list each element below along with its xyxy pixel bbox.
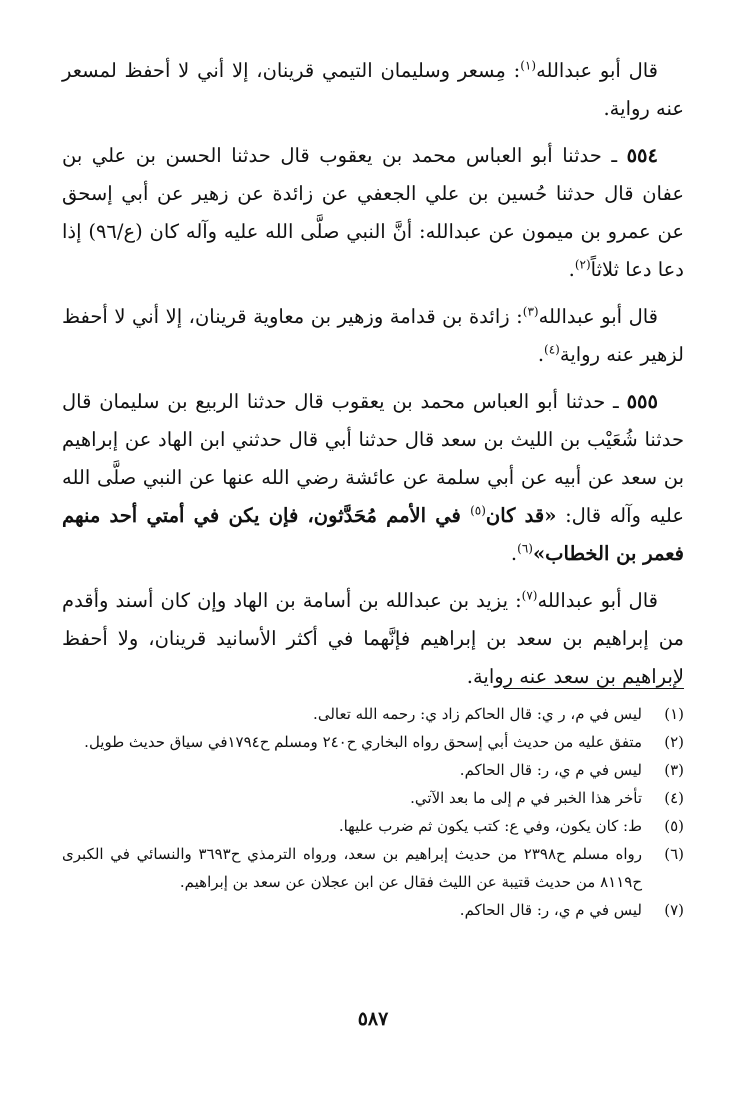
footnote-2 [62, 728, 684, 756]
footnote-number: (١) [664, 705, 684, 723]
paragraph-3-lead: قال أبو عبدالله [538, 305, 658, 328]
footnote-3 [62, 756, 684, 784]
footnote-number: (٤) [664, 789, 684, 807]
hadith-555-quote-start: «قد كان [485, 504, 557, 527]
footnote-7 [62, 896, 684, 924]
footnote-ref-4: (٤) [544, 342, 560, 357]
footnote-number: (٦) [664, 845, 684, 863]
footnote-ref-3: (٣) [522, 304, 539, 319]
footnote-number: (٣) [664, 761, 684, 779]
hadith-555 [62, 383, 684, 573]
footnote-number: (٥) [664, 817, 684, 835]
hadith-555-end: . [510, 542, 518, 565]
hadith-555-text: ـ حدثنا أبو العباس محمد بن يعقوب قال حدثنا الربيع بن سليمان قال حدثنا شُعَيْب بن الليث بن سعد قال حدثنا أبي قال حدثني ابن الهاد عن إبراهيم بن سعد عن أبيه عن أبي سلمة عن عائشة رضي الله عنها عن النبي صلَّى الله عليه وآله قال: [62, 390, 684, 527]
paragraph-1-text: : مِسعر وسليمان التيمي قرينان، إلا أني لا أحفظ لمسعر عنه رواية. [62, 59, 684, 120]
footnote-1 [62, 700, 684, 728]
footnote-text: ليس في م ي، ر: قال الحاكم. [459, 901, 642, 919]
hadith-554 [62, 137, 684, 289]
footnote-text: متفق عليه من حديث أبي إسحق رواه البخاري ح٢٤٠ ومسلم ح١٧٩٤في سياق حديث طويل. [84, 733, 642, 751]
footnote-separator-wrap [62, 688, 684, 690]
footnote-text: ليس في م ي، ر: قال الحاكم. [459, 761, 642, 779]
footnote-5 [62, 812, 684, 840]
footnote-number: (٧) [664, 901, 684, 919]
hadith-554-end: . [568, 258, 575, 281]
footnote-number: (٢) [664, 733, 684, 751]
footnote-text: تأخر هذا الخبر في م إلى ما بعد الآتي. [410, 789, 642, 807]
paragraph-3-end: . [537, 343, 545, 366]
footnote-ref-7: (٧) [521, 588, 538, 603]
paragraph-5-lead: قال أبو عبدالله [537, 589, 658, 612]
footnote-separator [504, 688, 684, 689]
footnote-text: ليس في م، ر ي: قال الحاكم زاد ي: رحمه الله تعالى. [313, 705, 642, 723]
footnote-ref-5: (٥) [470, 503, 486, 518]
footnotes [62, 700, 684, 924]
footnote-6 [62, 840, 684, 896]
hadith-554-text: ـ حدثنا أبو العباس محمد بن يعقوب قال حدثنا الحسن بن علي بن عفان قال حدثنا حُسين بن علي الجعفي عن زائدة عن زهير عن أبي إسحق عن عمرو بن ميمون عن عبدالله: أنَّ النبي صلَّى الله عليه وآله كان (ع/٩٦) إذا دعا دعا ثلاثاً [62, 144, 684, 281]
paragraph-1-lead: قال أبو عبدالله [536, 59, 658, 82]
footnote-ref-2: (٢) [574, 257, 591, 272]
footnote-ref-6: (٦) [517, 541, 533, 556]
page-number: ٥٨٧ [357, 1008, 389, 1030]
hadith-554-number: ٥٥٤ [626, 144, 658, 167]
paragraph-5 [62, 582, 684, 696]
footnote-4 [62, 784, 684, 812]
hadith-555-quote-rest: في الأمم مُحَدَّثون، فإن يكن في أمتي أحد منهم فعمر بن الخطاب» [62, 504, 684, 565]
paragraph-3-text: : زائدة بن قدامة وزهير بن معاوية قرينان، إلا أني لا أحفظ لزهير عنه رواية [62, 305, 684, 366]
main-text [62, 52, 684, 696]
hadith-555-number: ٥٥٥ [626, 390, 658, 413]
footnote-text: ط: كان يكون، وفي ع: كتب يكون ثم ضرب عليها. [338, 817, 642, 835]
paragraph-5-text: : يزيد بن عبدالله بن أسامة بن الهاد وإن كان أسند وأقدم من إبراهيم بن سعد بن إبراهيم فإنَّهما في أكثر الأسانيد قرينان، ولا أحفظ لإبراهيم بن سعد عنه رواية. [62, 589, 684, 688]
paragraph-1 [62, 52, 684, 128]
footnote-ref-1: (١) [520, 58, 537, 73]
paragraph-3 [62, 298, 684, 374]
footnote-text: رواه مسلم ح٢٣٩٨ من حديث إبراهيم بن سعد، ورواه الترمذي ح٣٦٩٣ والنسائي في الكبرى ح٨١١٩ من حديث قتيبة عن الليث فقال عن ابن عجلان عن سعد بن إبراهيم. [62, 845, 642, 891]
